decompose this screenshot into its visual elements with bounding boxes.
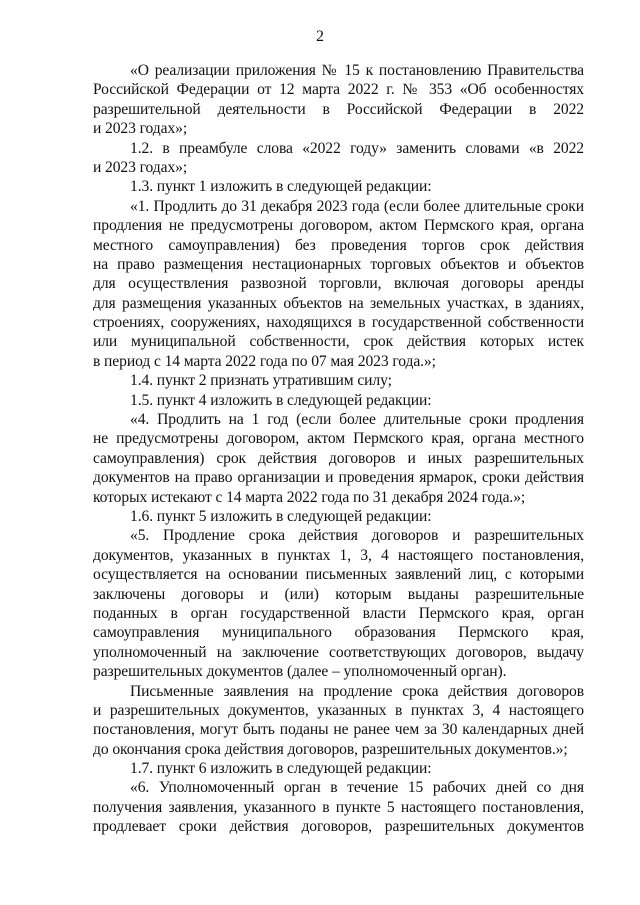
text-line: документов, указанных в пунктах 1, 3, 4 настоящего постановления, xyxy=(93,546,584,564)
text-line: 1.6. пункт 5 изложить в следующей редакции: xyxy=(130,507,432,525)
text-line: самоуправления) срок действия договоров и иных разрешительных xyxy=(93,449,584,467)
document-body xyxy=(93,61,584,837)
text-line: 1.5. пункт 4 изложить в следующей редакции: xyxy=(130,391,432,409)
text-line: уполномоченный на заключение соответствующих договоров, выдачу xyxy=(93,643,584,661)
text-line: «4. Продлить на 1 год (если более длительные сроки продления xyxy=(130,411,584,429)
text-line: получения заявления, указанного в пункте 5 настоящего постановления, xyxy=(93,798,584,816)
text-line: Письменные заявления на продление срока действия договоров xyxy=(130,682,584,700)
text-line: или муниципальной собственности, срок действия которых истек xyxy=(93,333,584,351)
text-line: и разрешительных документов, указанных в пунктах 3, 4 настоящего xyxy=(93,701,584,719)
text-line: поданных в орган государственной власти Пермского края, орган xyxy=(93,604,584,622)
text-line: 1.2. в преамбуле слова «2022 году» заменить словами «в 2022 xyxy=(130,139,584,157)
text-line: документов на право организации и проведения ярмарок, сроки действия xyxy=(93,469,584,487)
text-line: местного самоуправления) без проведения торгов срок действия xyxy=(93,236,584,254)
text-line: разрешительных документов (далее – уполномоченный орган). xyxy=(93,663,507,681)
text-line: заключены договоры и (или) которым выданы разрешительные xyxy=(93,585,584,603)
text-line: на право размещения нестационарных торговых объектов и объектов xyxy=(93,255,584,273)
text-line: до окончания срока действия договоров, разрешительных документов.»; xyxy=(93,740,568,758)
page-number: 2 xyxy=(316,28,324,45)
text-line: строениях, сооружениях, находящихся в государственной собственности xyxy=(93,314,584,332)
text-line: 1.3. пункт 1 изложить в следующей редакции: xyxy=(130,178,432,196)
text-line: продлевает сроки действия договоров, разрешительных документов xyxy=(93,818,584,836)
text-line: в период с 14 марта 2022 года по 07 мая 2023 года.»; xyxy=(93,352,436,370)
text-line: 1.7. пункт 6 изложить в следующей редакции: xyxy=(130,760,432,778)
text-line: для осуществления развозной торговли, включая договоры аренды xyxy=(93,275,584,293)
text-line: «5. Продление срока действия договоров и разрешительных xyxy=(130,527,584,545)
text-line: осуществляется на основании письменных заявлений лиц, с которыми xyxy=(93,566,584,584)
text-line: для размещения указанных объектов на земельных участках, в зданиях, xyxy=(93,294,584,312)
text-line: «6. Уполномоченный орган в течение 15 рабочих дней со дня xyxy=(130,779,584,797)
text-line: постановления, могут быть поданы не ранее чем за 30 календарных дней xyxy=(93,721,584,739)
text-line: которых истекают с 14 марта 2022 года по 31 декабря 2024 года.»; xyxy=(93,488,526,506)
text-line: «О реализации приложения № 15 к постановлению Правительства xyxy=(130,62,584,79)
text-line: и 2023 годах»; xyxy=(93,120,188,138)
text-line: и 2023 годах»; xyxy=(93,158,188,176)
text-line: разрешительной деятельности в Российской Федерации в 2022 xyxy=(93,100,584,118)
text-line: Российской Федерации от 12 марта 2022 г. № 353 «Об особенностях xyxy=(93,81,584,99)
text-line: самоуправления муниципального образования Пермского края, xyxy=(93,624,584,642)
text-line: не предусмотрены договором, актом Пермского края, органа местного xyxy=(93,430,584,448)
text-line: «1. Продлить до 31 декабря 2023 года (если более длительные сроки xyxy=(130,197,584,215)
text-line: продления не предусмотрены договором, актом Пермского края, органа xyxy=(93,217,584,235)
text-line: 1.4. пункт 2 признать утратившим силу; xyxy=(130,372,392,390)
